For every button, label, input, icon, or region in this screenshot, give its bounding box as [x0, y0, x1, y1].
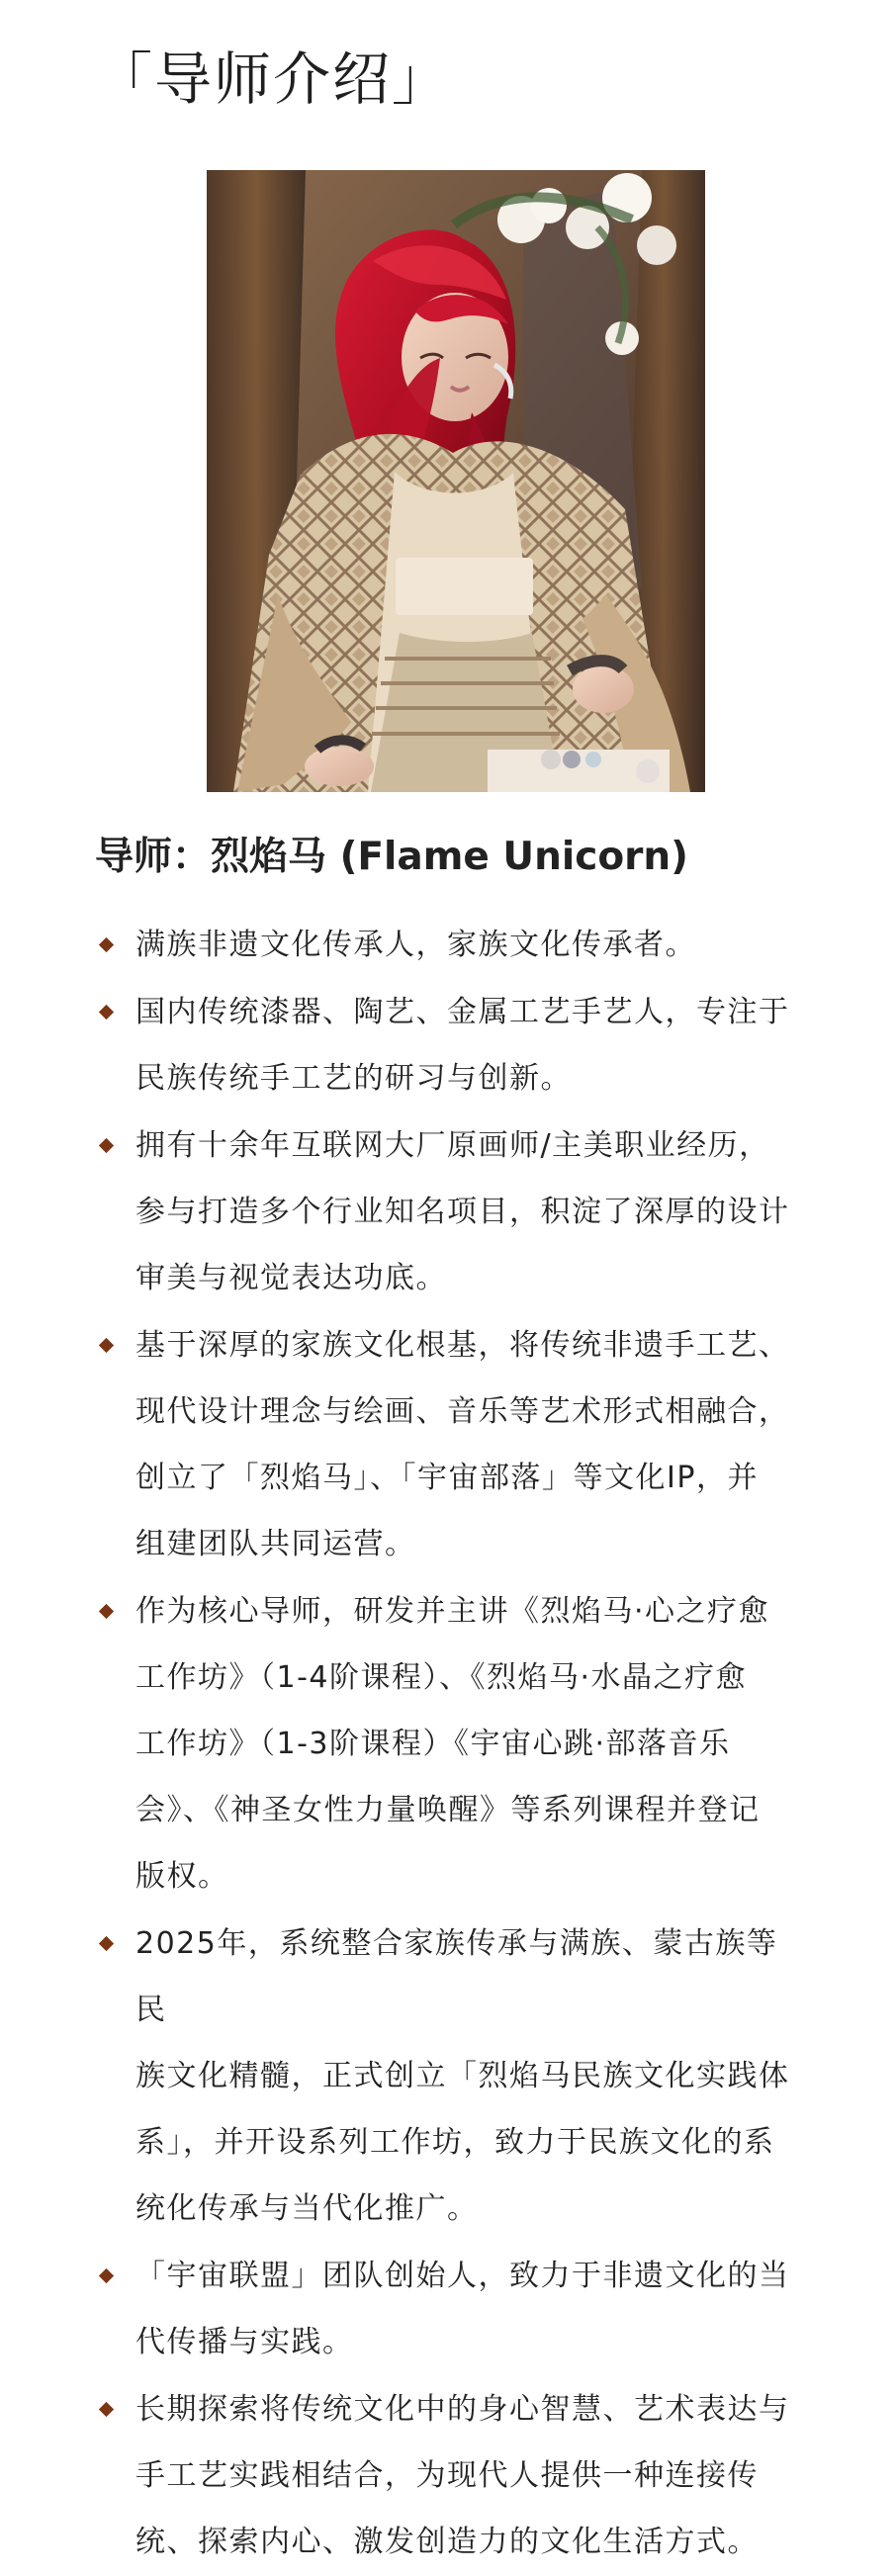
mentor-name-heading: 导师：烈焰马 (Flame Unicorn): [95, 835, 688, 879]
bio-item-text: [135, 1112, 798, 1311]
bio-item-text: [135, 912, 798, 978]
bio-text-line: 作为核心导师，研发并主讲《烈焰马·心之疗愈: [135, 1594, 770, 1629]
bio-text-line: 2025年，系统整合家族传承与满族、蒙古族等民: [135, 1926, 778, 2027]
bio-text-line: 代传播与实践。: [135, 2325, 354, 2359]
bio-list-item: [99, 1910, 826, 2242]
bio-text-line: 「宇宙联盟」团队创始人，致力于非遗文化的当: [135, 2259, 790, 2293]
bio-text-line: 审美与视觉表达功底。: [135, 1261, 447, 1295]
bio-list-item: [99, 1578, 826, 1910]
bio-item-text: [135, 2243, 798, 2375]
mentor-portrait-illustration: [207, 170, 705, 792]
diamond-bullet-icon: [99, 2402, 114, 2417]
diamond-bullet-icon: [99, 1138, 114, 1153]
bio-item-text: [135, 979, 798, 1111]
bio-list-item: [99, 2243, 826, 2375]
bio-text-line: 创立了「烈焰马」、「宇宙部落」等文化IP，并: [135, 1461, 759, 1495]
bio-text-line: 参与打造多个行业知名项目，积淀了深厚的设计: [135, 1195, 790, 1229]
mentor-portrait-photo: [207, 170, 705, 792]
bio-text-line: 系」，并开设系列工作坊，致力于民族文化的系: [135, 2125, 775, 2160]
diamond-bullet-icon: [99, 1604, 114, 1619]
bio-text-line: 满族非遗文化传承人，家族文化传承者。: [135, 928, 696, 962]
bio-text-line: 工作坊》（1-4阶课程）、《烈焰马·水晶之疗愈: [135, 1660, 748, 1695]
diamond-bullet-icon: [99, 1338, 114, 1353]
bio-text-line: 国内传统漆器、陶艺、金属工艺手艺人，专注于: [135, 995, 790, 1029]
bio-item-text: [135, 1578, 798, 1910]
mentor-bio-list: [99, 912, 826, 2576]
diamond-bullet-icon: [99, 1936, 114, 1951]
diamond-bullet-icon: [99, 1005, 114, 1020]
bio-list-item: [99, 912, 826, 978]
bio-text-line: 统化传承与当代化推广。: [135, 2191, 479, 2226]
bio-text-line: 手工艺实践相结合，为现代人提供一种连接传: [135, 2458, 759, 2493]
bio-text-line: 统、探索内心、激发创造力的文化生活方式。: [135, 2525, 759, 2559]
diamond-bullet-icon: [99, 2268, 114, 2283]
section-title: 「导师介绍」: [95, 45, 452, 113]
bio-text-line: 基于深厚的家族文化根基，将传统非遗手工艺、: [135, 1328, 790, 1363]
bio-text-line: 长期探索将传统文化中的身心智慧、艺术表达与: [135, 2392, 790, 2427]
bio-text-line: 会》、《神圣女性力量唤醒》等系列课程并登记: [135, 1793, 761, 1827]
bio-text-line: 组建团队共同运营。: [135, 1527, 416, 1561]
bio-text-line: 现代设计理念与绘画、音乐等艺术形式相融合，: [135, 1394, 790, 1429]
bio-text-line: 民族传统手工艺的研习与创新。: [135, 1061, 572, 1096]
bio-list-item: [99, 1112, 826, 1311]
bio-text-line: 拥有十余年互联网大厂原画师/主美职业经历，: [135, 1128, 770, 1163]
bio-item-text: [135, 1312, 798, 1577]
bio-item-text: [135, 2376, 798, 2575]
bio-list-item: [99, 1312, 826, 1577]
bio-item-text: [135, 1910, 798, 2242]
bio-list-item: [99, 979, 826, 1111]
bio-text-line: 版权。: [135, 1859, 229, 1894]
bio-list-item: [99, 2376, 826, 2575]
diamond-bullet-icon: [99, 937, 114, 952]
bio-text-line: 工作坊》（1-3阶课程）《宇宙心跳·部落音乐: [135, 1727, 731, 1761]
bio-text-line: 族文化精髓，正式创立「烈焰马民族文化实践体: [135, 2059, 790, 2093]
